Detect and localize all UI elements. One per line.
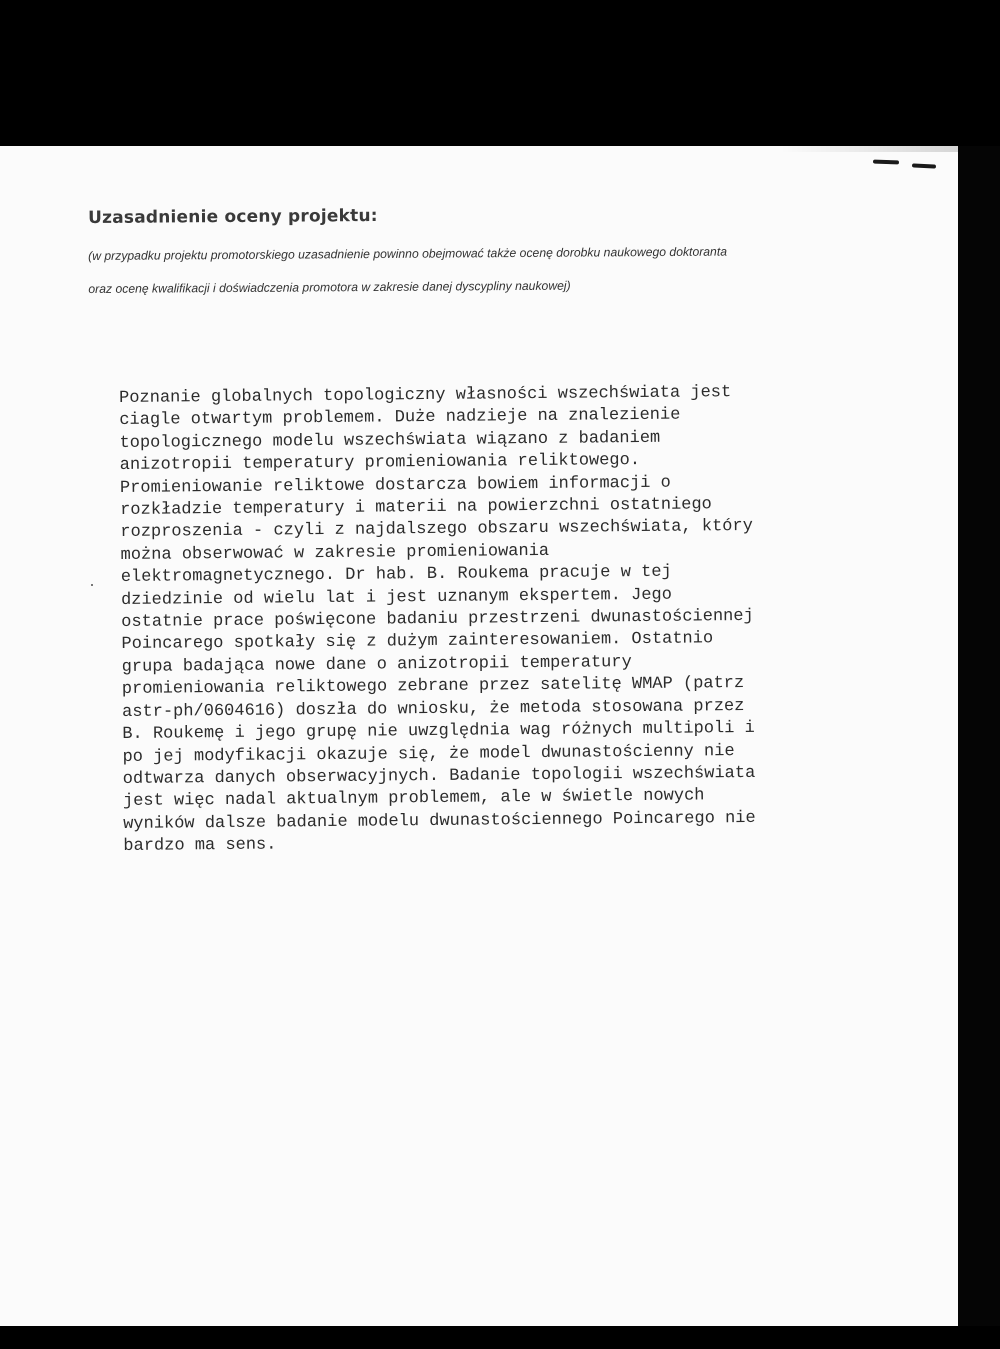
- pen-mark: [912, 163, 936, 168]
- scan-speck: [91, 584, 93, 586]
- evaluation-text: Poznanie globalnych topologiczny własności wszechświata jest ciagle otwartym problemem. Duże nadzieje na znalezienie topologicznego modelu wszechświata wiązano z badaniem anizotropii temperatury promieniowania reliktowego. Promieniowanie reliktowe dostarcza bowiem informacji o rozkładzie temperatury i materii na powierzchni ostatniego rozproszenia - czyli z najdalszego obszaru wszechświata, który można obserwować w zakresie promieniowania elektromagnetycznego. Dr hab. B. Roukema pracuje w tej dziedzinie od wielu lat i jest uznanym ekspertem. Jego ostatnie prace poświęcone badaniu przestrzeni dwunastościennej Poincarego spotkały się z dużym zainteresowaniem. Ostatnio grupa badająca nowe dane o anizotropii temperatury promieniowania reliktowego zebrane przez satelitę WMAP (patrz astr-ph/0604616) doszła do wniosku, że metoda stosowana przez B. Roukemę i jego grupę nie uwzględnia wag różnych multipoli i po jej modyfikacji okazuje się, że model dwunastościenny nie odtwarza danych obserwacyjnych. Badanie topologii wszechświata jest więc nadal aktualnym problemem, ale w świetle nowych wyników dalsze badanie modelu dwunastościennego Poincarego nie bardzo ma sens.: [119, 383, 756, 857]
- scan-smudge: [780, 146, 958, 152]
- scan-border-right: [958, 146, 1000, 1349]
- section-heading: Uzasadnienie oceny projektu:: [88, 205, 378, 228]
- document-page: [0, 146, 958, 1326]
- instruction-note: (w przypadku projektu promotorskiego uzasadnienie powinno obejmować także ocenę dorobku naukowego doktoranta oraz ocenę kwalifikacji i doświadczenia promotora w zakresie danej dyscypliny naukowej): [88, 244, 728, 296]
- pen-mark: [873, 160, 899, 165]
- scan-border-top: [0, 0, 1000, 146]
- scan-border-bottom: [0, 1326, 1000, 1349]
